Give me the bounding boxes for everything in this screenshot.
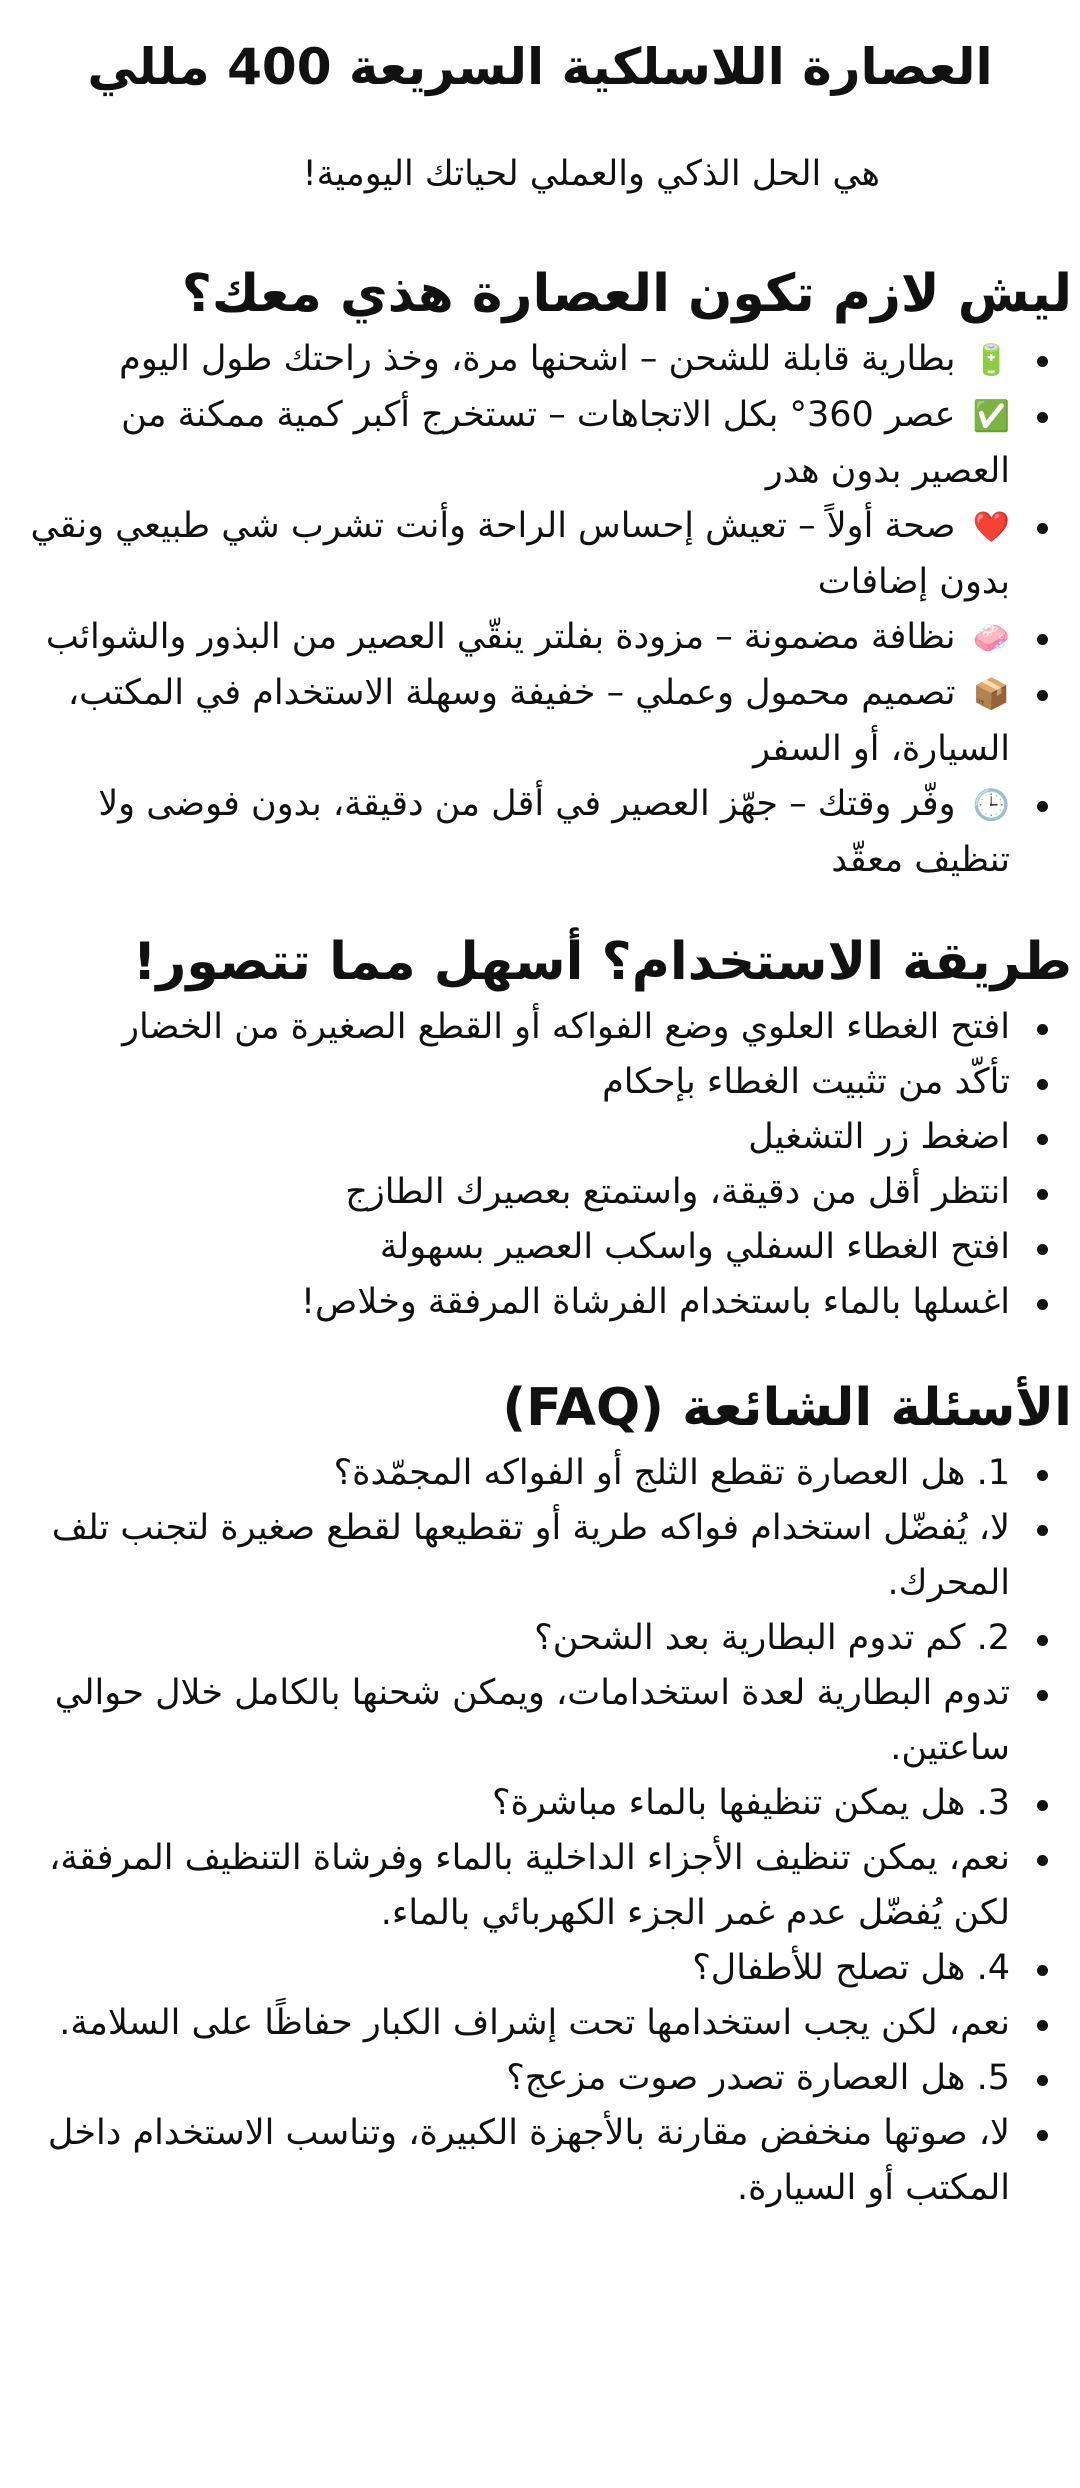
feature-text: تصميم محمول وعملي – خفيفة وسهلة الاستخدام في المكتب، السيارة، أو السفر xyxy=(67,673,1010,769)
feature-item xyxy=(30,777,1010,888)
battery-icon: 🔋 xyxy=(972,343,1010,378)
faq-heading: الأسئلة الشائعة (FAQ) xyxy=(502,1378,1072,1438)
faq-answer: لا، يُفضّل استخدام فواكه طرية أو تقطيعها لقطع صغيرة لتجنب تلف المحرك. xyxy=(30,1501,1010,1611)
step-item: تأكّد من تثبيت الغطاء بإحكام xyxy=(30,1055,1010,1110)
faq-answer: نعم، يمكن تنظيف الأجزاء الداخلية بالماء وفرشاة التنظيف المرفقة، لكن يُفضّل عدم غمر الجزء الكهربائي بالماء. xyxy=(30,1831,1010,1941)
step-item: افتح الغطاء السفلي واسكب العصير بسهولة xyxy=(30,1220,1010,1275)
soap-icon: 🧼 xyxy=(972,621,1010,656)
feature-text: بطارية قابلة للشحن – اشحنها مرة، وخذ راحتك طول اليوم xyxy=(119,339,956,379)
faq-answer: نعم، لكن يجب استخدامها تحت إشراف الكبار حفاظًا على السلامة. xyxy=(30,1996,1010,2051)
step-item: افتح الغطاء العلوي وضع الفواكه أو القطع الصغيرة من الخضار xyxy=(30,1000,1010,1055)
faq-question: 3. هل يمكن تنظيفها بالماء مباشرة؟ xyxy=(30,1776,1010,1831)
feature-item xyxy=(30,610,1010,666)
features-list xyxy=(0,332,1080,888)
faq-answer: لا، صوتها منخفض مقارنة بالأجهزة الكبيرة، وتناسب الاستخدام داخل المكتب أو السيارة. xyxy=(30,2106,1010,2216)
package-icon: 📦 xyxy=(972,677,1010,712)
step-item: اضغط زر التشغيل xyxy=(30,1110,1010,1165)
heart-icon: ❤️ xyxy=(972,510,1010,545)
steps-list xyxy=(0,1000,1080,1330)
faq-answer: تدوم البطارية لعدة استخدامات، ويمكن شحنها بالكامل خلال حوالي ساعتين. xyxy=(30,1666,1010,1776)
faq-question: 5. هل العصارة تصدر صوت مزعج؟ xyxy=(30,2051,1010,2106)
faq-list xyxy=(0,1446,1080,2216)
faq-question: 1. هل العصارة تقطع الثلج أو الفواكه المجمّدة؟ xyxy=(30,1446,1010,1501)
feature-text: عصر 360° بكل الاتجاهات – تستخرج أكبر كمية ممكنة من العصير بدون هدر xyxy=(121,395,1010,491)
page-subtitle: هي الحل الذكي والعملي لحياتك اليومية! xyxy=(302,154,880,194)
how-heading: طريقة الاستخدام؟ أسهل مما تتصور! xyxy=(132,932,1072,992)
feature-text: صحة أولاً – تعيش إحساس الراحة وأنت تشرب شي طبيعي ونقي بدون إضافات xyxy=(30,506,1010,602)
feature-item xyxy=(30,388,1010,499)
feature-item xyxy=(30,332,1010,388)
step-item: انتظر أقل من دقيقة، واستمتع بعصيرك الطازج xyxy=(30,1165,1010,1220)
feature-text: نظافة مضمونة – مزودة بفلتر ينقّي العصير من البذور والشوائب xyxy=(45,617,956,657)
clock-icon: 🕒 xyxy=(972,788,1010,823)
feature-item xyxy=(30,499,1010,610)
page-title: العصارة اللاسلكية السريعة 400 مللي xyxy=(87,38,993,96)
step-item: اغسلها بالماء باستخدام الفرشاة المرفقة وخلاص! xyxy=(30,1275,1010,1330)
feature-text: وفّر وقتك – جهّز العصير في أقل من دقيقة، بدون فوضى ولا تنظيف معقّد xyxy=(98,784,1010,880)
faq-question: 4. هل تصلح للأطفال؟ xyxy=(30,1941,1010,1996)
check-icon: ✅ xyxy=(972,399,1010,434)
why-heading: ليش لازم تكون العصارة هذي معك؟ xyxy=(181,264,1072,324)
faq-question: 2. كم تدوم البطارية بعد الشحن؟ xyxy=(30,1611,1010,1666)
feature-item xyxy=(30,666,1010,777)
